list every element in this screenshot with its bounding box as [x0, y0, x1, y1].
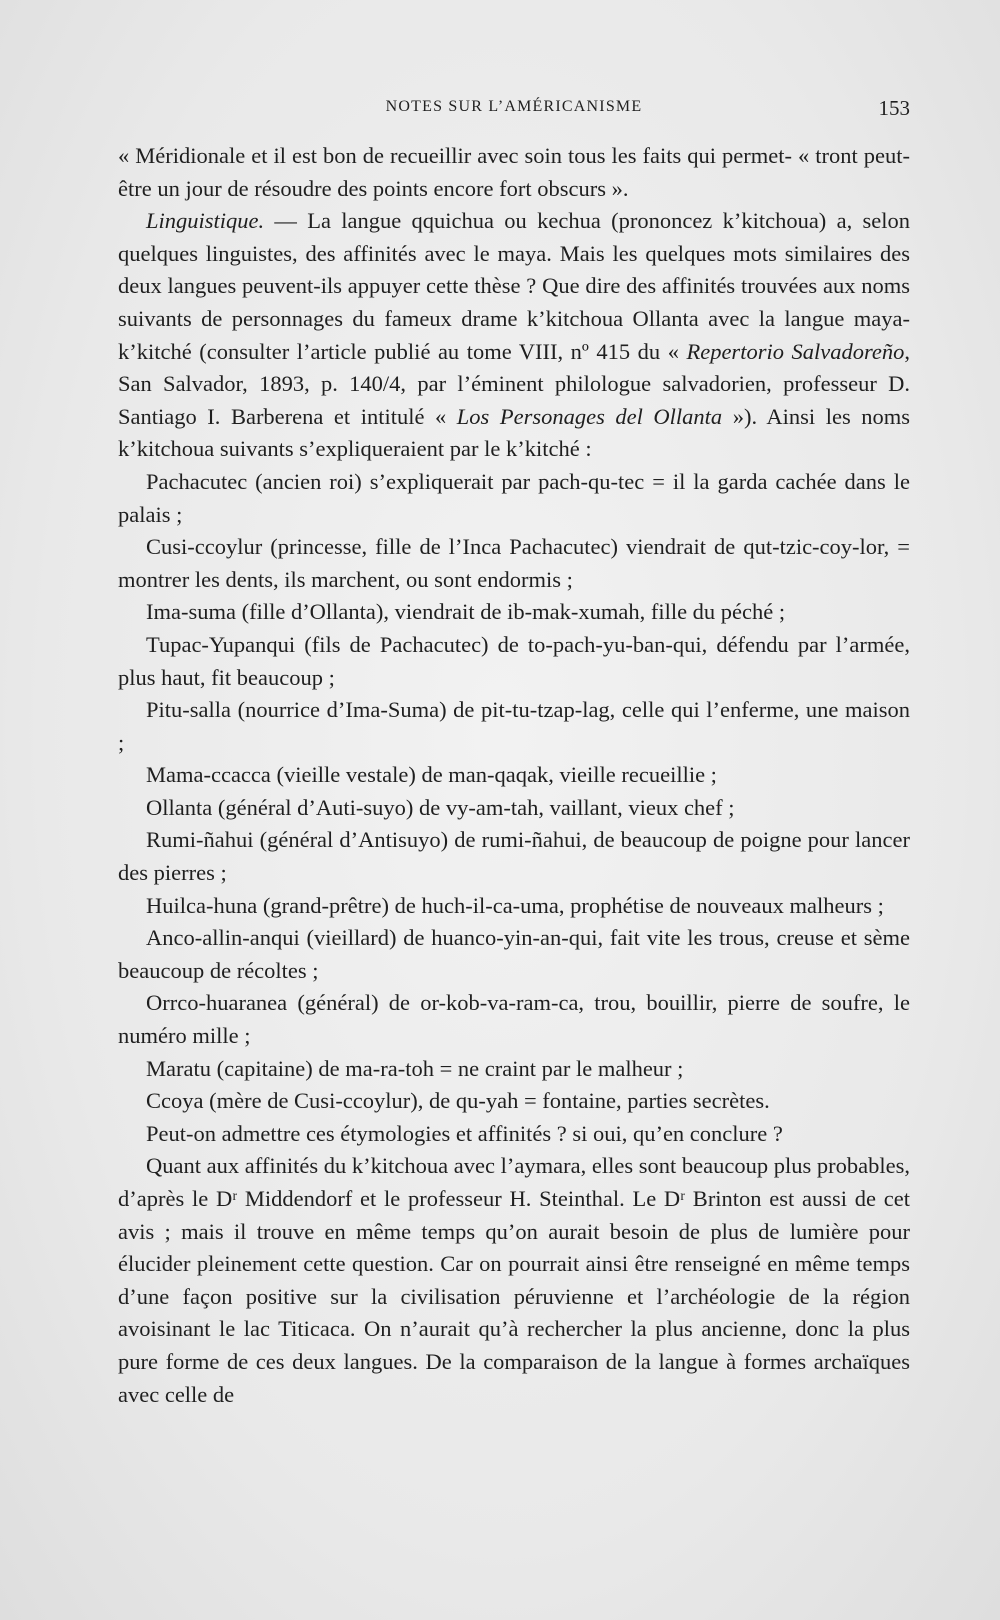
text-run: Ollanta (général d’Auti-suyo) de vy-am-tah, vaillant, vieux chef ;	[146, 794, 735, 820]
paragraph	[118, 466, 910, 531]
text-run: »). Ainsi les noms k’kitchoua suivants s’expliqueraient par le k’kitché :	[118, 403, 911, 462]
running-header	[118, 98, 910, 128]
text-run: Pachacutec (ancien roi) s’expliquerait par pach-qu-tec = il la garda cachée dans le palais ;	[118, 468, 910, 527]
body-text	[118, 140, 910, 1411]
text-run: « Méridionale et il est bon de recueillir avec soin tous les faits qui permet- « tront peut-être un jour de résoudre des points encore fort obscurs ».	[118, 143, 910, 201]
paragraph	[118, 922, 910, 987]
italic-text: Los Personages del Ollanta	[456, 403, 723, 429]
paragraph	[118, 531, 910, 596]
italic-text: Linguistique.	[146, 208, 265, 234]
paragraph	[118, 1150, 910, 1411]
text-run: Mama-ccacca (vieille vestale) de man-qaqak, vieille recueillie ;	[146, 762, 717, 788]
paragraph	[118, 1085, 910, 1118]
paragraph	[118, 1053, 910, 1086]
paragraph	[118, 205, 910, 466]
text-run: Ima-suma (fille d’Ollanta), viendrait de ib-mak-xumah, fille du péché ;	[146, 599, 786, 625]
text-run: Peut-on admettre ces étymologies et affinités ? si oui, qu’en conclure ?	[146, 1120, 783, 1146]
text-run: , San Salvador, 1893, p. 140/4, par l’éminent philologue salvadorien, professeur D. Santiago I. Barberena et intitulé «	[118, 338, 910, 429]
paragraph	[118, 596, 910, 629]
running-title: NOTES SUR L’AMÉRICANISME	[385, 98, 643, 115]
paragraph	[118, 694, 910, 759]
text-run: — La langue qquichua ou kechua (prononcez k’kitchoua) a, selon quelques linguistes, des affinités avec le maya. Mais les quelques mots similaires des deux langues peuvent-ils appuyer cette thèse ? Que dire des affinités trouvées aux noms suivants de personnages du fameux drame k’kitchoua Ollanta avec la langue maya-k’kitché (consulter l’article publié au tome VIII, nº 415 du «	[118, 208, 910, 364]
text-run: Maratu (capitaine) de ma-ra-toh = ne craint par le malheur ;	[146, 1055, 684, 1081]
paragraph	[118, 140, 910, 205]
paragraph	[118, 987, 910, 1052]
paragraph	[118, 1118, 910, 1151]
text-run: Tupac-Yupanqui (fils de Pachacutec) de to-pach-yu-ban-qui, défendu par l’armée, plus haut, fit beaucoup ;	[118, 631, 910, 690]
text-run: Huilca-huna (grand-prêtre) de huch-il-ca-uma, prophétise de nouveaux malheurs ;	[146, 892, 884, 918]
paragraph	[118, 759, 910, 792]
page-number: 153	[878, 96, 910, 120]
paragraph	[118, 629, 910, 694]
paragraph	[118, 792, 910, 825]
text-run: Anco-allin-anqui (vieillard) de huanco-yin-an-qui, fait vite les trous, creuse et sème beaucoup de récoltes ;	[118, 925, 910, 983]
text-run: Pitu-salla (nourrice d’Ima-Suma) de pit-tu-tzap-lag, celle qui l’enferme, une maison ;	[118, 697, 910, 755]
text-run: Cusi-ccoylur (princesse, fille de l’Inca Pachacutec) viendrait de qut-tzic-coy-lor, = montrer les dents, ils marchent, ou sont endormis ;	[118, 534, 910, 592]
text-run: Rumi-ñahui (général d’Antisuyo) de rumi-ñahui, de beaucoup de poigne pour lancer des pierres ;	[118, 827, 910, 886]
text-run: Orrco-huaranea (général) de or-kob-va-ram-ca, trou, bouillir, pierre de soufre, le numéro mille ;	[118, 990, 910, 1049]
italic-text: Repertorio Salvadoreño	[686, 338, 905, 364]
text-run: Ccoya (mère de Cusi-ccoylur), de qu-yah = fontaine, parties secrètes.	[146, 1088, 770, 1114]
paragraph	[118, 824, 910, 889]
text-run: Quant aux affinités du k’kitchoua avec l’aymara, elles sont beaucoup plus probables, d’après le Dʳ Middendorf et le professeur H. Steinthal. Le Dʳ Brinton est aussi de cet avis ; mais il trouve en même temps qu’on aurait besoin de plus de lumière pour élucider pleinement cette question. Car on pourrait ainsi être renseigné en même temps d’une façon positive sur la civilisation péruvienne et l’archéologie de la région avoisinant le lac Titicaca. On n’aurait qu’à rechercher la plus ancienne, donc la plus pure forme de ces deux langues. De la comparaison de la langue à formes archaïques avec celle de	[118, 1153, 910, 1407]
paragraph	[118, 890, 910, 923]
